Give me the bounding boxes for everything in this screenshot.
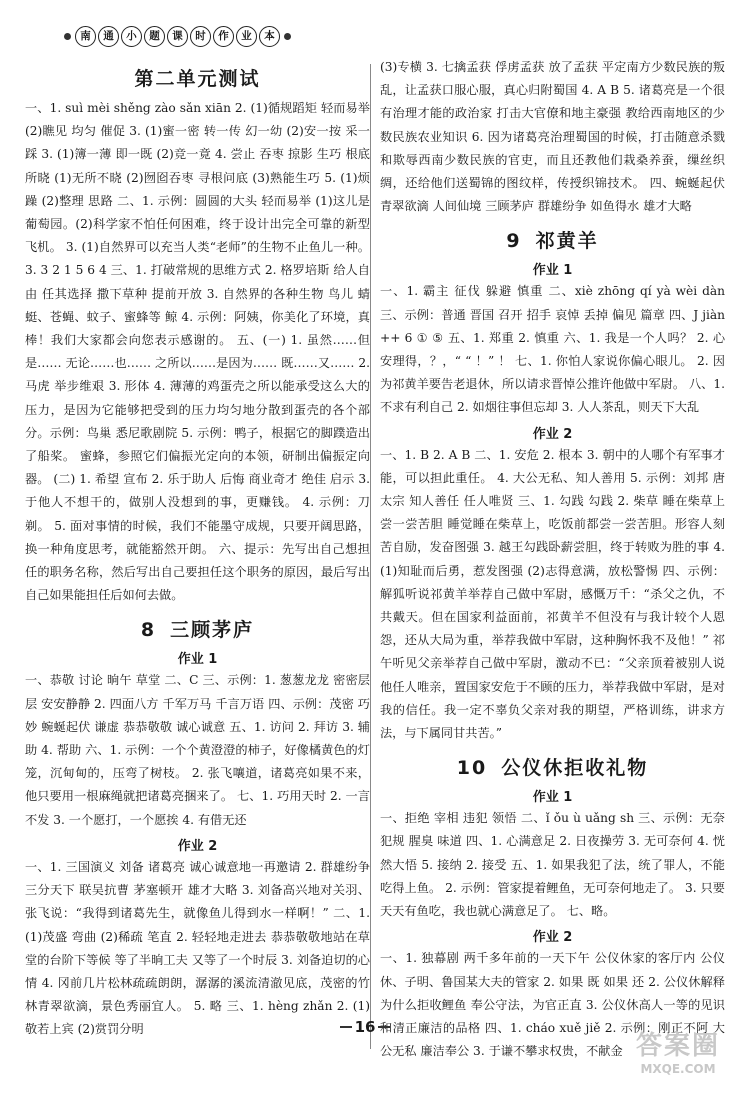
lesson-number: 8 — [140, 619, 157, 642]
header-char: 本 — [259, 26, 280, 47]
homework-2-label: 作业 2 — [532, 930, 573, 946]
header-char: 题 — [144, 26, 165, 47]
lesson-name: 三顾茅庐 — [170, 619, 255, 642]
lesson-8-homework-2-continued: (3)专横 3. 七擒孟获 俘虏孟获 放了孟获 平定南方少数民族的叛乱，让孟获口服心服，真心归附蜀国 4. A B 5. 诸葛亮是一个很有治理才能的政治家 打击大官僚和地主豪强 教给西南地区的少数民族农业知识 6. 因为诸葛亮治理蜀国的时候，打击随意杀戮和欺辱西南少数民族的官吏，而且还教他们栽桑养蚕，缫丝织绸，还给他们送蜀锦的图纹样，传授织锦技术。 四、蜿蜒起伏 青翠欲滴 人间仙境 三顾茅庐 群雄纷争 如鱼得水 雄才大略 — [380, 60, 725, 214]
lesson-name: 祁黄羊 — [535, 230, 599, 253]
page-number: 16 — [340, 1012, 390, 1042]
header-char: 时 — [190, 26, 211, 47]
header-char: 课 — [167, 26, 188, 47]
watermark-sub: MXQE.COM — [640, 1062, 716, 1076]
series-header — [62, 22, 293, 50]
lesson-10-title — [380, 753, 725, 780]
lesson-8-homework-1: 一、恭敬 讨论 晌午 草堂 二、C 三、示例：1. 葱葱龙龙 密密层层 安安静静 2. 四面八方 千军万马 千言万语 四、示例：茂密 巧妙 蜿蜒起伏 谦虚 恭恭敬敬 诚心诚意 五、1. 访问 2. 拜访 3. 辅助 4. 帮助 六、1. 示例：一个个黄澄澄的柿子，好像橘黄色的灯笼，沉甸甸的，压弯了树枝。 2. 张飞嚷道，诸葛亮如果不来，他只要用一根麻绳就把诸葛亮捆来了。 七、1. 巧用天时 2. 一言不发 3. 一个愿打，一个愿挨 4. 有借无还 — [25, 673, 370, 827]
lesson-9-title — [380, 226, 725, 253]
homework-2-label: 作业 2 — [177, 838, 218, 854]
lesson-8-homework-2: 一、1. 三国演义 刘备 诸葛亮 诚心诚意地一再邀请 2. 群雄纷争 三分天下 联吴抗曹 茅塞顿开 雄才大略 3. 刘备高兴地对关羽、张飞说：“我得到诸葛先生，就像鱼儿得到水一样啊！” 二、1. (1)茂盛 弯曲 (2)稀疏 笔直 2. 轻轻地走进去 恭恭敬敬地站在草堂的台阶下等候 等了半晌工夫 又等了一个时辰 3. 刘备迫切的心情 4. 冈前几片松林疏疏朗朗，潺潺的溪流清澈见底，茂密的竹林青翠欲滴，景色秀丽宜人。 5. 略 三、1. hèng zhǎn 2. (1)敬若上宾 (2)赏罚分明 — [25, 859, 370, 1037]
lesson-8-title — [25, 615, 370, 642]
left-column — [25, 56, 370, 1042]
header-char: 通 — [98, 26, 119, 47]
header-char: 南 — [75, 26, 96, 47]
header-dot-icon — [284, 33, 291, 40]
header-dot-icon — [64, 33, 71, 40]
right-column — [380, 56, 725, 1063]
homework-1-label: 作业 1 — [532, 790, 573, 806]
lesson-10-homework-2: 一、1. 独幕剧 两千多年前的一天下午 公仪休家的客厅内 公仪休、子明、鲁国某大夫的管家 2. 如果 既 如果 还 2. 公仪休解释为什么拒收鲤鱼 奉公守法，为官正直 3. 公仪休高人一等的见识和清正廉洁的品格 四、1. cháo xuě jiě 2. 示例：刚正不阿 大公无私 廉洁奉公 3. 于谦不攀求权贵，不献金 — [380, 951, 725, 1059]
header-char: 业 — [236, 26, 257, 47]
lesson-9-homework-1: 一、1. 霸主 征伐 躲避 慎重 二、xiè zhōng qí yà wèi dàn 三、示例：普通 晋国 召开 招手 哀悼 丢掉 偏见 篇章 四、J jiàn ++ 6 ① ⑤ 五、1. 郑重 2. 慎重 六、1. 我是一个人吗？ 2. 心安理得，？，“ “ ！” ！ 七、1. 你怕人家说你偏心眼儿。 2. 因为祁黄羊要告老退休，所以请求晋悼公推许他做中军尉。 八、1. 不求有利自己 2. 如烟往事但忘却 3. 人人茶乱，则天下大乱 — [380, 284, 725, 415]
homework-2-label: 作业 2 — [532, 426, 573, 442]
lesson-10-homework-1: 一、拒绝 宰相 违犯 领悟 二、ǐ ǒu ù uǎng sh 三、示例：无奈 犯规 腥臭 味道 四、1. 心满意足 2. 日夜操劳 3. 无可奈何 4. 恍然大悟 5. 接纳 2. 接受 五、1. 如果我犯了法，统了罪人，不能吃得上鱼。 2. 示例：管家提着鲤鱼，无可奈何地走了。 3. 只要天天有鱼吃，我也就心满意足了。 七、略。 — [380, 811, 725, 919]
watermark-logo — [618, 1030, 738, 1085]
homework-1-label: 作业 1 — [177, 652, 218, 668]
header-char: 作 — [213, 26, 234, 47]
header-char: 小 — [121, 26, 142, 47]
unit-test-answers: 一、1. suì mèi shěng zào sǎn xiān 2. (1)循规蹈矩 轻而易举 (2)瞧见 均匀 催促 3. (1)蜜一密 转一传 幻一幼 (2)安一按 采一踩 3. (1)簿一薄 即一既 (2)竞一竟 4. 尝止 吞枣 掠影 生巧 根底 所晓 (1)无所不晓 (2)囫囵吞枣 寻根问底 (3)熟能生巧 5. (1)烦躁 (2)整理 思路 二、1. 示例：圆圆的大头 轻而易举 (1)这儿是葡萄园。(2)科学家不怕任何困难，终于设计出完全可靠的新型飞机。 3. (1)自然界可以充当人类“老师”的生物不止鱼儿一种。 3. 3 2 1 5 6 4 三、1. 打破常规的思维方式 2. 格罗培斯 给人自由 任其选择 撒下草种 提前开放 3. 自然界的各种生物 鸟儿 蜻蜓、苍蝇、蚊子、蜜蜂等 鲸 4. 示例：阿姨，你美化了环境，真棒！我们大家都会向您表示感谢的。 五、(一) 1. 虽然……但是…… 无论……也…… 之所以……是因为…… 既……又…… 2. 马虎 举步维艰 3. 形体 4. 薄薄的鸡蛋壳之所以能承受这么大的压力，是因为它能够把受到的压力均匀地分散到蛋壳的各个部分。示例：鸟巢 悉尼歌剧院 5. 示例：鸭子，根据它的脚蹼造出了船桨。 蜜蜂，参照它们偏振光定向的本领，研制出偏振定向器。 (二) 1. 希望 宣布 2. 乐于助人 后悔 商业奇才 绝佳 启示 3. 于他人不想干的，做别人没想到的事，更赚钱。 4. 示例：刀剃。 5. 面对事情的时候，我们不能墨守成规，只要开阔思路，换一种角度思考，就能豁然开朗。 六、提示：先写出自己想担任的职务名称，然后写出自己要担任这个职务的原因，最后写出自己如果能担任后如何去做。 — [25, 101, 370, 603]
lesson-name: 公仪休拒收礼物 — [501, 757, 649, 780]
watermark-main: 答案圈 — [635, 1031, 720, 1061]
homework-1-label: 作业 1 — [532, 263, 573, 279]
lesson-number: 9 — [506, 230, 522, 253]
unit-test-title: 第二单元测试 — [134, 68, 261, 90]
lesson-number: 10 — [456, 757, 488, 780]
lesson-9-homework-2: 一、1. B 2. A B 二、1. 安危 2. 根本 3. 朝中的人哪个有军事才能，可以担此重任。 4. 大公无私、知人善用 5. 示例：刘邦 唐太宗 知人善任 任人唯贤 三、1. 勾践 勾践 2. 柴草 睡在柴草上 尝一尝苦胆 睡觉睡在柴草上，吃饭前都尝一尝苦胆。形容人刻苦自励，发奋图强 3. 越王勾践卧薪尝胆，终于转败为胜的事 4. (1)知耻而后勇，惹发图强 (2)志得意满，放松警惕 四、示例：解狐听说祁黄羊举荐自己做中军尉，感慨万千：“杀父之仇，不共戴天。但在国家利益面前，祁黄羊不但没有与我计较个人恩怨，还从大局为重，举荐我做中军尉，这种胸怀我不及他！” 祁午听见父亲举荐自己做中军尉，激动不已：“父亲顶着被别人说他任人唯亲，置国家安危于不顾的压力，举荐我做中军尉，是对我的信任。我一定不辜负父亲对我的期望，严格训练，讲求方法，与下属同甘共苦。” — [380, 447, 725, 741]
